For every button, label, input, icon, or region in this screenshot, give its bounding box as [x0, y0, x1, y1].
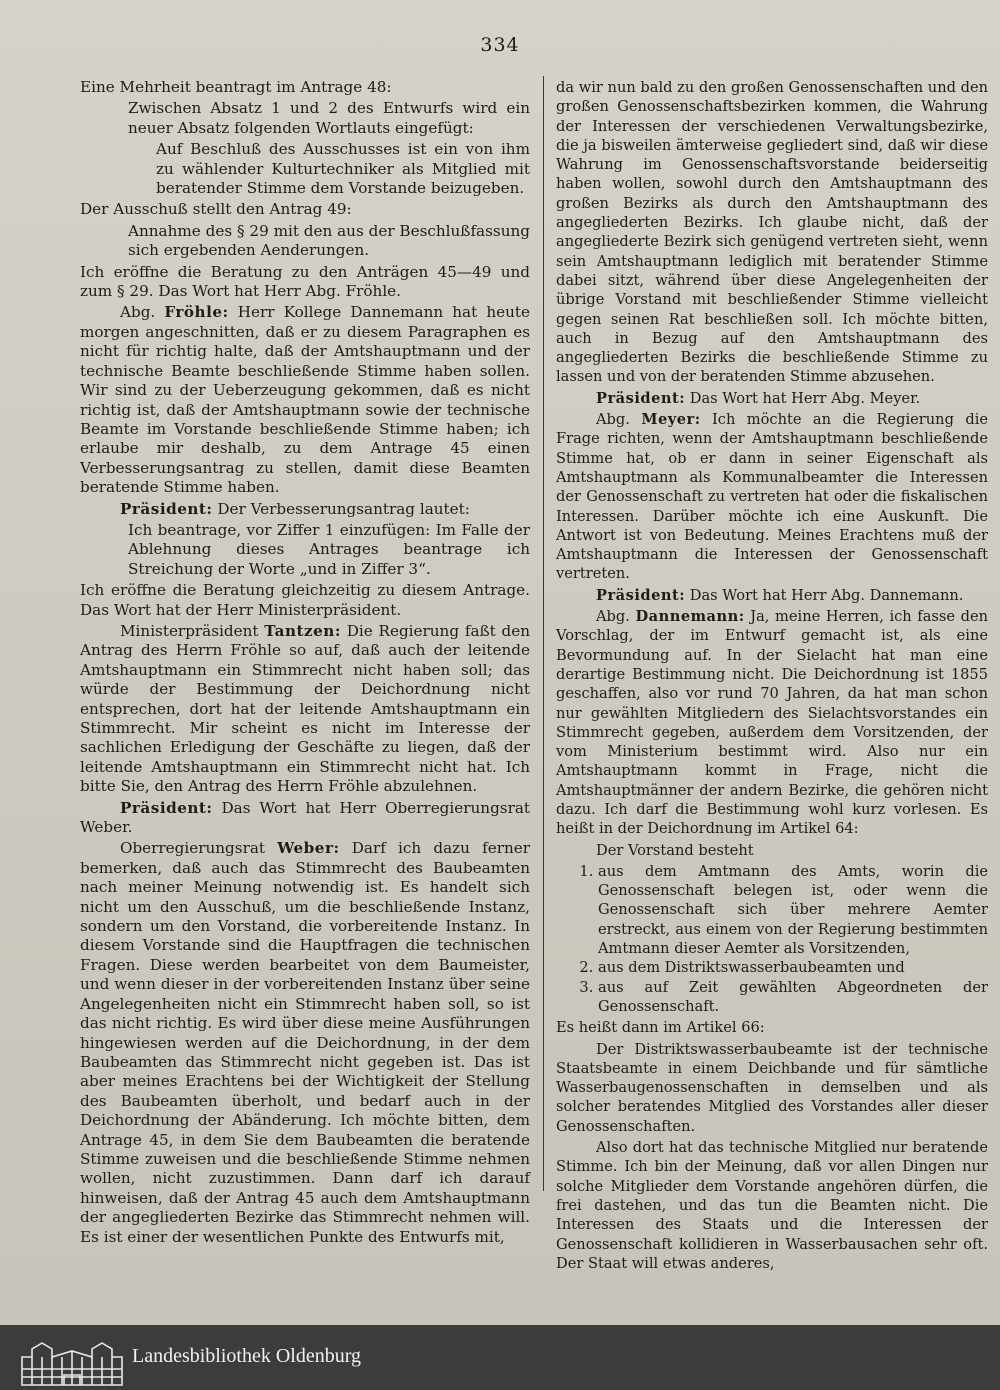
- quote-intro: Der Vorstand besteht: [596, 841, 754, 859]
- speech-text: Das Wort hat Herr Oberregierungsrat Weber.: [80, 798, 531, 837]
- page-number: 334: [480, 34, 520, 56]
- speech-paragraph: [556, 410, 988, 584]
- paragraph: Eine Mehrheit beantragt im Antrage 48:: [80, 78, 392, 96]
- paragraph: Ich eröffne die Beratung gleichzeitig zu diesem Antrage. Das Wort hat der Herr Ministerpräsident.: [80, 581, 530, 619]
- paragraph: Es heißt dann im Artikel 66:: [556, 1019, 765, 1037]
- paragraph: Der Ausschuß stellt den Antrag 49:: [80, 200, 352, 219]
- speaker-name: Präsident:: [120, 499, 213, 518]
- motion-text: Zwischen Absatz 1 und 2 des Entwurfs wird ein neuer Absatz folgenden Wortlauts eingefügt:: [128, 99, 530, 137]
- speech-text: Ja, meine Herren, ich fasse den Vorschlag, der im Entwurf gemacht ist, als eine Bevormundung auf. In der Sielacht hat man eine derartige Bestimmung nicht. Die Deichordnung ist 1855 geschaffen, also vor rund 70 Jahren, da hat man schon nur gewählten Mitgliedern des Sielachtsvorstandes ein Stimmrecht gegeben, außerdem dem Vorsitzenden, der vom Ministerium bestimmt wird. Also nur ein Amtshauptmann kommt in Frage, nicht die Amtshauptmänner der andern Bezirke, die gehören nicht dazu. Ich darf die Bestimmung wohl kurz vorlesen. Es heißt in der Deichordnung im Artikel 64:: [556, 608, 989, 838]
- motion-quote: Auf Beschluß des Ausschusses ist ein von ihm zu wählender Kulturtechniker als Mitglied mit beratender Stimme dem Vorstande beizugeben.: [156, 140, 530, 198]
- speaker-name: Präsident:: [120, 798, 213, 817]
- speaker-name: Präsident:: [596, 389, 686, 407]
- speech-text: Das Wort hat Herr Abg. Meyer.: [689, 389, 921, 407]
- numbered-list: [556, 862, 988, 1016]
- speech-paragraph: Also dort hat das technische Mitglied nur beratende Stimme. Ich bin der Meinung, daß vor allen Dingen nur solche Mitglieder dem Vorstande angehören dürfen, die frei dastehen, und das tun die Beamten nicht. Die Interessen des Staats und die Interessen der Genossenschaft kollidieren in Wasserbausachen sehr oft. Der Staat will etwas anderes,: [556, 1139, 988, 1272]
- speaker-name: Tantzen:: [264, 621, 341, 640]
- right-column: [556, 78, 988, 1275]
- speech-text: Das Wort hat Herr Abg. Dannemann.: [689, 586, 964, 604]
- speaker-name: Weber:: [277, 839, 340, 858]
- speaker-name: Dannemann:: [635, 608, 745, 626]
- speech-text: Herr Kollege Dannemann hat heute morgen angeschnitten, daß er zu diesem Paragraphen es nicht für richtig halte, daß der Amtshauptmann und der technische Beamte beschließende Stimme haben sollen. Wir sind zu der Ueberzeugung gekommen, daß es nicht richtig ist, daß der Amtshauptmann sowie der technische Beamte im Vorstande beschließende Stimme haben; ich erlaube mir deshalb, zu dem Antrage 45 einen Verbesserungsantrag zu stellen, damit diese Beamten beratende Stimme haben.: [80, 303, 531, 497]
- speaker-title: Abg.: [596, 411, 630, 429]
- speaker-title: Oberregierungsrat: [120, 839, 265, 858]
- left-column: [80, 78, 530, 1249]
- motion-text: Annahme des § 29 mit den aus der Beschlußfassung sich ergebenden Aenderungen.: [128, 221, 530, 260]
- speaker-name: Meyer:: [641, 411, 701, 429]
- paragraph: da wir nun bald zu den großen Genossenschaften und den großen Genossenschaftsbezirken kommen, die Wahrung der Interessen der verschiedenen Verwaltungsbezirke, die ja bisweilen ämterweise gegliedert sind, daß wir diese Wahrung im Genossenschaftsvorstande beiderseitig haben wollen, sowohl durch den Amtshauptmann des großen Bezirks als durch den Amtshauptmann des angegliederten Bezirks. Ich glaube nicht, daß der angegliederte Bezirk sich genügend vertreten sieht, wenn sein Amtshauptmann lediglich mit beratender Stimme dabei sitzt, während über diese Angelegenheiten der übrige Vorstand mit beschließender Stimme vielleicht gegen seinen Rat beschließen soll. Ich möchte bitten, auch in Bezug auf den Amtshauptmann des angegliederten Bezirks die beschließende Stimme zu lassen und von der beratenden Stimme abzusehen.: [556, 79, 988, 386]
- list-item: 2. aus dem Distriktswasserbaubeamten und: [598, 958, 988, 977]
- speech-text: Ich möchte an die Regierung die Frage richten, wenn der Amtshauptmann beschließende Stimme hat, ob er dann in seiner Eigenschaft als Amtshauptmann als Kommunalbeamter die Interessen der Genossenschaft zu vertreten hat oder die fiskalischen Interessen. Darüber möchte ich eine Auskunft. Die Antwort ist von Bedeutung. Meines Erachtens muß der Amtshauptmann die Interessen der Genossenschaft vertreten.: [556, 411, 989, 583]
- speech-paragraph: [80, 303, 530, 497]
- quote-paragraph: Der Distriktswasserbaubeamte ist der technische Staatsbeamte in einem Deichbande und für sämtliche Wasserbaugenossenschaften in demselben und als solcher beratendes Mitglied des Vorstandes aller dieser Genossenschaften.: [556, 1040, 988, 1135]
- speech-paragraph: [80, 839, 530, 1247]
- speech-paragraph: [556, 389, 988, 408]
- speaker-title: Abg.: [120, 303, 156, 322]
- library-name: Landesbibliothek Oldenburg: [132, 1345, 362, 1367]
- column-divider: [543, 76, 544, 1191]
- speaker-title: Abg.: [596, 608, 630, 626]
- speech-paragraph: [556, 586, 988, 605]
- speaker-name: Präsident:: [596, 586, 686, 604]
- speech-text: Der Verbesserungsantrag lautet:: [217, 499, 470, 518]
- library-building-icon: [20, 1331, 124, 1387]
- paragraph: Ich eröffne die Beratung zu den Anträgen 45—49 und zum § 29. Das Wort hat Herr Abg. Fröhle.: [80, 262, 530, 301]
- list-item: 1. aus dem Amtmann des Amts, worin die Genossenschaft belegen ist, oder wenn die Genossenschaft sich über mehrere Aemter erstreckt, aus einem von der Regierung bestimmten Amtmann dieser Aemter als Vorsitzenden,: [598, 862, 988, 958]
- speech-text: Die Regierung faßt den Antrag des Herrn Fröhle so auf, daß auch der leitende Amtshauptmann ein Stimmrecht nicht haben soll; das würde der Bestimmung der Deichordnung nicht entsprechen, dort hat der leitende Amtshauptmann ein Stimmrecht. Mir scheint es nicht im Interesse der sachlichen Erledigung der Geschäfte zu liegen, daß der leitende Amtshauptmann ein Stimmrecht nicht hat. Ich bitte Sie, den Antrag des Herrn Fröhle abzulehnen.: [80, 621, 531, 796]
- speech-paragraph: [80, 500, 530, 519]
- speaker-name: Fröhle:: [164, 303, 229, 322]
- speech-paragraph: [80, 622, 530, 797]
- speech-text: Darf ich dazu ferner bemerken, daß auch das Stimmrecht des Baubeamten nach meiner Meinung notwendig ist. Es handelt sich nicht um den Ausschuß, um die beschließende Instanz, sondern um den Vorstand, die vorbereitende Instanz. In diesem Vorstande sind die Hauptfragen die technischen Fragen. Diese werden bearbeitet von dem Baumeister, und wenn dieser in der vorbereitenden Instanz über seine Angelegenheiten nicht ein Stimmrecht haben soll, so ist das nicht richtig. Es wird über diese meine Ausführungen hingewiesen werden auf die Deichordnung, in der dem Baubeamten das Stimmrecht nicht gegeben ist. Das ist aber meines Erachtens bei der Wichtigkeit der Stellung des Baubeamten überholt, und bedarf auch in der Deichordnung der Abänderung. Ich möchte bitten, dem Antrage 45, in dem Sie dem Baubeamten die beratende Stimme zuweisen und die beschließende Stimme nehmen wollen, nicht zuzustimmen. Dann darf ich darauf hinweisen, daß der Antrag 45 auch dem Amtshauptmann der angegliederten Bezirke das Stimmrecht nehmen will. Es ist einer der wesentlichen Punkte des Entwurfs mit,: [80, 839, 531, 1246]
- list-item: 3. aus auf Zeit gewählten Abgeordneten der Genossenschaft.: [598, 978, 988, 1017]
- speech-paragraph: [80, 799, 530, 838]
- speaker-title: Ministerpräsident: [120, 621, 259, 640]
- motion-text: Ich beantrage, vor Ziffer 1 einzufügen: Im Falle der Ablehnung dieses Antrages beantrage ich Streichung der Worte „und in Ziffer 3“.: [128, 520, 530, 578]
- footer-bar: [0, 1325, 1000, 1390]
- speech-paragraph: [556, 607, 988, 839]
